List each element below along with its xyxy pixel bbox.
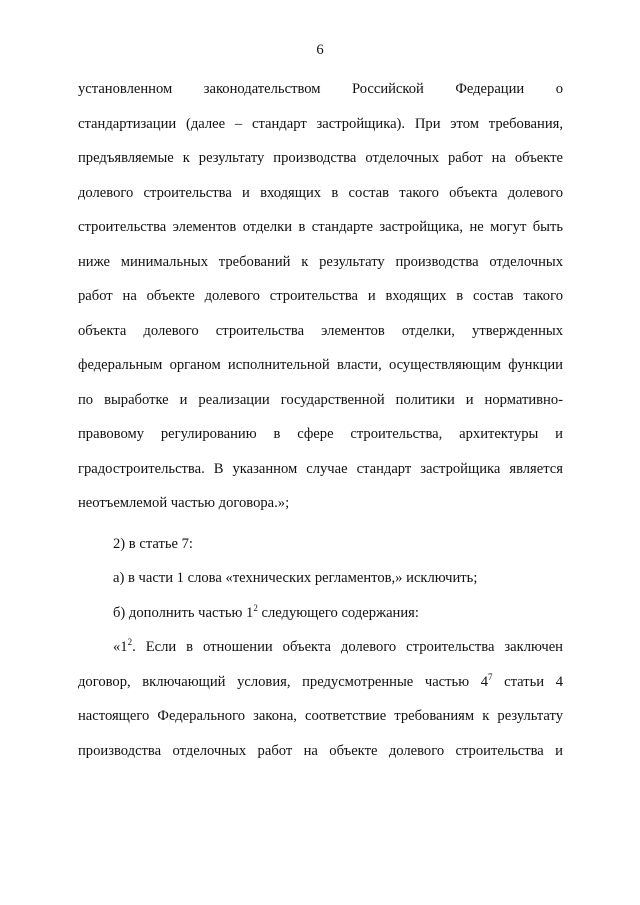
text-line: строительства элементов отделки в стандарте застройщика, не могут быть — [78, 219, 563, 235]
text-line: правовому регулированию в сфере строительства, архитектуры и — [78, 426, 563, 442]
superscript: 2 — [253, 602, 258, 613]
text-line: неотъемлемой частью договора.»; — [78, 495, 290, 511]
text-line: ниже минимальных требований к результату производства отделочных — [78, 253, 563, 270]
list-item: а) в части 1 слова «технических регламентов,» исключить; — [113, 570, 478, 586]
text-line — [78, 672, 563, 707]
text-run: . Если в отношении объекта долевого строительства заключен — [132, 639, 563, 655]
text-run: следующего содержания: — [257, 604, 419, 621]
page-number: 6 — [316, 42, 324, 58]
superscript: 7 — [488, 671, 493, 682]
text-run: б) дополнить частью 1 — [113, 604, 254, 621]
text-run: статьи 4 — [492, 673, 563, 690]
superscript: 2 — [127, 637, 133, 648]
text-line: установленном законодательством Российской Федерации о — [78, 81, 563, 97]
text-run: договор, включающий условия, предусмотренные частью 4 — [78, 673, 488, 690]
document-body — [78, 79, 563, 775]
text-line: стандартизации (далее – стандарт застройщика). При этом требования, — [78, 115, 563, 132]
text-line: производства отделочных работ на объекте долевого строительства и — [78, 742, 563, 759]
list-item: 2) в статье 7: — [113, 535, 193, 552]
text-line — [78, 637, 563, 672]
text-line: работ на объекте долевого строительства и входящих в состав такого — [78, 288, 563, 304]
text-line: градостроительства. В указанном случае стандарт застройщика является — [78, 460, 563, 477]
text-line: объекта долевого строительства элементов отделки, утвержденных — [78, 322, 563, 339]
text-run: «1 — [113, 639, 128, 655]
list-item — [78, 603, 563, 638]
text-line: по выработке и реализации государственной политики и нормативно- — [78, 391, 563, 408]
text-line: федеральным органом исполнительной власти, осуществляющим функции — [78, 357, 563, 373]
text-line: долевого строительства и входящих в состав такого объекта долевого — [78, 184, 563, 201]
text-line: предъявляемые к результату производства отделочных работ на объекте — [78, 150, 563, 166]
text-line: настоящего Федерального закона, соответствие требованиям к результату — [78, 708, 563, 724]
